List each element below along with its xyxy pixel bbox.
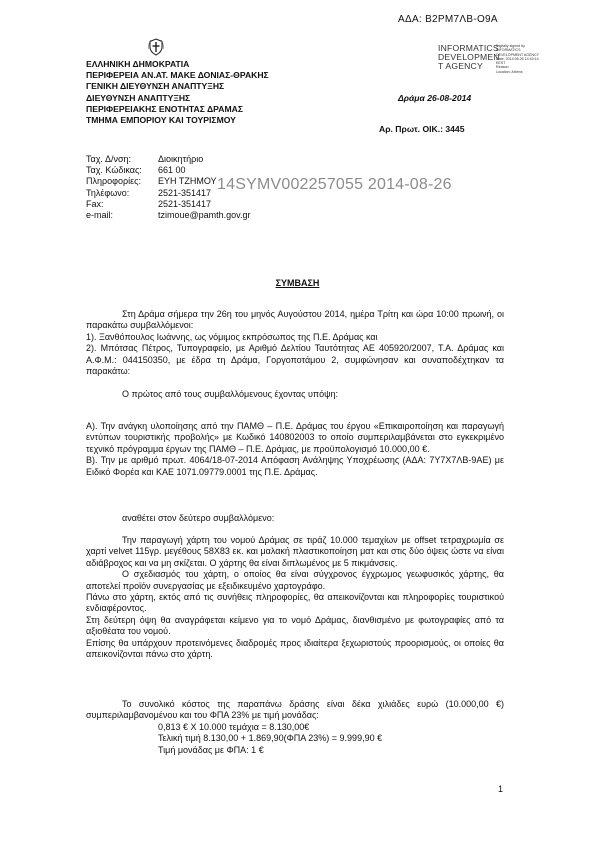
contact-value: ΕΥΗ ΤΖΗΜΟΥ [158,176,217,187]
document-date: Δράμα 26-08-2014 [398,93,472,103]
signature-detail-line: INFORMATICS [496,48,521,53]
paragraph: Το συνολικό κόστος της παραπάνω δράσης είναι δέκα χιλιάδες ευρώ (10.000,00 €) συμπεριλαμβανομένου και του ΦΠΑ 23% με τιμή μονάδας: [86,699,504,721]
contact-value: Διοικητήριο [158,154,204,164]
intro-section [86,309,504,377]
document-title: ΣΥΜΒΑΣΗ [275,278,320,288]
paragraph: Επίσης θα υπάρχουν προτεινόμενες διαδρομές προς ιδιαίτερα ξεχωριστούς προορισμούς, οι οποίες θα απεικονίζονται πάνω στο χάρτη. [86,637,504,660]
contact-value: 661 00 [158,165,186,176]
contact-label: Fax: [86,198,104,209]
header-line: ΠΕΡΙΦΕΡΕΙΑ ΑΝ.ΑΤ. ΜΑΚΕ ΔΟΝΙΑΣ-ΘΡΑΚΗΣ [86,70,269,81]
contact-label: Ταχ. Δ/νση: [86,154,132,164]
signature-detail-line: Date: 2014.08.26 14:43:14 [496,56,539,61]
cost-section [86,699,504,756]
paragraph: Β). Την με αριθμό πρωτ. 4064/18-07-2014 Απόφαση Ανάληψης Υποχρέωσης (ΑΔΑ: 7Υ7Χ7ΛΒ-9ΑΕ) με Ειδικό Φορέα και ΚΑΕ 1071.09779.0001 της Π.Ε. Δράμας. [86,455,504,477]
contact-row [86,165,251,176]
header-line: ΓΕΝΙΚΗ ΔΙΕΥΘΥΝΣΗ ΑΝΑΠΤΥΞΗΣ [86,81,225,92]
greek-emblem-icon [148,38,164,56]
header-line: ΔΙΕΥΘΥΝΣΗ ΑΝΑΠΤΥΞΗΣ [86,92,191,103]
paragraph: Στη δεύτερη όψη θα αναγράφεται κείμενο για το νομό Δράμας, διανθισμένο με φωτογραφίες από τα αξιοθέατα του νομού. [86,614,504,637]
scope-section [86,535,504,660]
paragraph: Ο σχεδιασμός του χάρτη, ο οποίος θα είναι σύγχρονος έγχρωμος γεωφυσικός χάρτης, θα αποτελεί προϊόν συνεργασίας με εξειδικευμένο χαρτογράφο. [86,569,504,591]
signature-details [496,44,556,74]
paragraph: 2). Μπότσας Πέτρος, Τυπογραφείο, με Αριθμό Δελτίου Ταυτότητας ΑΕ 405920/2007, Τ.Α. Δράμας και Α.Φ.Μ.: 044150350, με έδρα τη Δράμα, Γοργοποτάμου 2, συμφώνησαν και συναποδέχτηκαν τα παρακάτω: [86,343,504,377]
clauses-section [86,421,504,478]
contact-label: e-mail: [86,210,114,221]
contact-label: Ταχ. Κώδικας: [86,165,142,176]
signature-org-line: T AGENCY [438,61,483,72]
paragraph: 1). Ξανθόπουλος Ιωάννης, ως νόμιμος εκπρόσωπος της Π.Ε. Δράμας και [86,331,378,342]
contact-value: 2521-351417 [158,187,212,198]
page-number: 1 [498,784,504,794]
calculation-line: Τιμή μονάδας με ΦΠΑ: 1 € [158,744,264,755]
signature-detail-line: DEVELOPMENT AGENCY [496,52,540,57]
signature-detail-line: Reason: [496,65,510,70]
paragraph: αναθέτει στον δεύτερο συμβαλλόμενο: [122,513,275,523]
paragraph: Πάνω στο χάρτη, εκτός από τις συνήθεις πληροφορίες, θα απεικονίζονται και πληροφορίες τουριστικού ενδιαφέροντος. [86,592,504,614]
signature-detail-line: EEST [496,61,506,66]
contact-email[interactable]: tzimoue@pamth.gov.gr [158,210,251,221]
paragraph: Την παραγωγή χάρτη του νομού Δράμας σε τιράζ 10.000 τεμαχίων με offset τετραχρωμία σε χαρτί velvet 115γρ. μεγέθους 58Χ83 εκ. και μαλακή πλαστικοποίηση ματ και στις δύο όψεις ώστε να είναι αδιάβροχος και να μη σκίζεται. Ο χάρτης θα είναι διπλωμένος με 5 πικμάνσεις. [86,535,504,568]
contact-value: 2521-351417 [158,198,212,209]
header-line: ΤΜΗΜΑ ΕΜΠΟΡΙΟΥ ΚΑΙ ΤΟΥΡΙΣΜΟΥ [86,115,236,126]
contact-label: Πληροφορίες: [86,176,141,187]
header-line: ΕΛΛΗΝΙΚΗ ΔΗΜΟΚΡΑΤΙΑ [86,59,190,69]
contact-label: Τηλέφωνο: [86,187,130,198]
assignment-section [86,513,504,524]
ada-code: ΑΔΑ: Β2ΡΜ7ΛΒ-Ο9Α [398,14,498,25]
considerations-section [86,389,504,400]
paragraph: Α). Την ανάγκη υλοποίησης από την ΠΑΜΘ – Π.Ε. Δράμας του έργου «Επικαιροποίηση και παραγωγή εντύπων τουριστικής προβολής» με Κωδικό 140802003 το οποίο συμπεριλαμβάνεται στο εγκεκριμένο τεχνικό πρόγραμμα έργων της ΠΑΜΘ – Π.Ε. Δράμας, με προϋπολογισμό 10.000,00 €. [86,421,504,454]
signature-detail-line: Digitally signed by [496,44,525,48]
digital-signature [438,43,540,74]
contact-row [86,210,251,221]
signature-org-line: INFORMATICS [438,43,499,53]
protocol-number: Αρ. Πρωτ. ΟΙΚ.: 3445 [379,124,465,134]
header-line: ΠΕΡΙΦΕΡΕΙΑΚΗΣ ΕΝΟΤΗΤΑΣ ΔΡΑΜΑΣ [86,103,243,114]
calculation-line: 0,813 € Χ 10.000 τεμάχια = 8.130,00€ [158,721,310,732]
paragraph: Ο πρώτος από τους συμβαλλόμενους έχοντας υπόψη: [122,389,339,399]
registry-watermark: 14SYMV002257055 2014-08-26 [217,176,452,193]
contact-row [86,199,251,210]
signature-org-line: DEVELOPMEN [438,52,500,63]
issuer-header [86,59,269,126]
paragraph: Στη Δράμα σήμερα την 26η του μηνός Αυγούστου 2014, ημέρα Τρίτη και ώρα 10:00 πρωινή, οι παρακάτω συμβαλλόμενοι: [86,309,504,331]
calculation-line: Τελική τιμή 8.130,00 + 1.869,90(ΦΠΑ 23%) = 9.999,90 € [158,733,383,744]
contact-row [86,154,251,165]
signature-detail-line: Location: Athens [496,69,523,74]
signature-org [438,44,500,72]
